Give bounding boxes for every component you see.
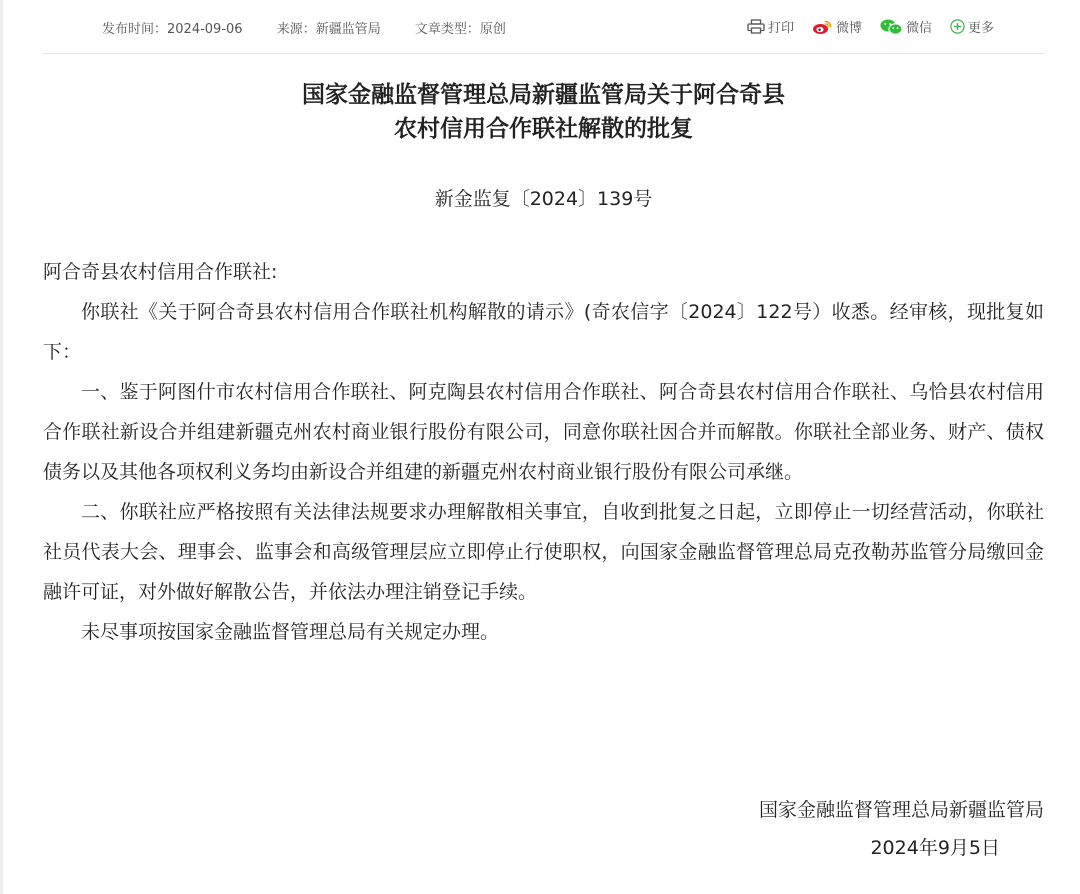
- print-label: 打印: [767, 21, 794, 36]
- type-value: 原创: [479, 22, 506, 37]
- article-source: [277, 22, 381, 37]
- printer-icon: [747, 19, 765, 34]
- signature-date: 2024年9月5日: [870, 837, 1000, 859]
- type-label: 文章类型：: [414, 22, 480, 37]
- publish-time: [102, 22, 243, 37]
- document-number: 新金监复〔2024〕139号: [434, 188, 653, 210]
- article-meta-bar: [43, 0, 1044, 54]
- paragraph-1: 你联社《关于阿合奇县农村信用合作联社机构解散的请示》(奇农信字〔2024〕122号）收悉。经审核，现批复如下：: [43, 301, 1044, 363]
- signature-organization: 国家金融监督管理总局新疆监管局: [758, 799, 1044, 821]
- paragraph-2: 一、鉴于阿图什市农村信用合作联社、阿克陶县农村信用合作联社、阿合奇县农村信用合作联社、乌恰县农村信用合作联社新设合并组建新疆克州农村商业银行股份有限公司，同意你联社因合并而解散。你联社全部业务、财产、债权债务以及其他各项权利义务均由新设合并组建的新疆克州农村商业银行股份有限公司承继。: [43, 381, 1044, 483]
- print-button[interactable]: [747, 17, 794, 36]
- article-meta-info: [102, 18, 536, 37]
- source-value: 新疆监管局: [315, 22, 381, 37]
- article-type: [415, 22, 506, 37]
- source-label: 来源：: [276, 22, 316, 37]
- article-body: [43, 252, 1044, 652]
- publish-time-label: 发布时间：: [102, 22, 168, 37]
- publish-time-value: 2024-09-06: [167, 22, 243, 37]
- plus-circle-icon: [950, 19, 965, 34]
- paragraph-4: 未尽事项按国家金融监督管理总局有关规定办理。: [81, 621, 500, 643]
- share-toolbar: [747, 17, 994, 36]
- paragraph-3: 二、你联社应严格按照有关法律法规要求办理解散相关事宜，自收到批复之日起，立即停止一切经营活动，你联社社员代表大会、理事会、监事会和高级管理层应立即停止行使职权，向国家金融监督管理总局克孜勒苏监管分局缴回金融许可证，对外做好解散公告，并依法办理注销登记手续。: [43, 501, 1044, 603]
- more-label: 更多: [967, 21, 994, 36]
- wechat-share-button[interactable]: [880, 17, 932, 36]
- salutation: 阿合奇县农村信用合作联社:: [43, 261, 278, 283]
- weibo-label: 微博: [835, 21, 862, 36]
- weibo-icon: [812, 19, 833, 35]
- left-edge-divider: [0, 0, 3, 894]
- title-line-2: 农村信用合作联社解散的批复: [394, 116, 693, 142]
- wechat-label: 微信: [905, 21, 932, 36]
- weibo-share-button[interactable]: [812, 17, 862, 36]
- article-title: [43, 78, 1044, 146]
- title-line-1: 国家金融监督管理总局新疆监管局关于阿合奇县: [302, 82, 785, 108]
- more-share-button[interactable]: [950, 17, 994, 36]
- wechat-icon: [880, 19, 903, 35]
